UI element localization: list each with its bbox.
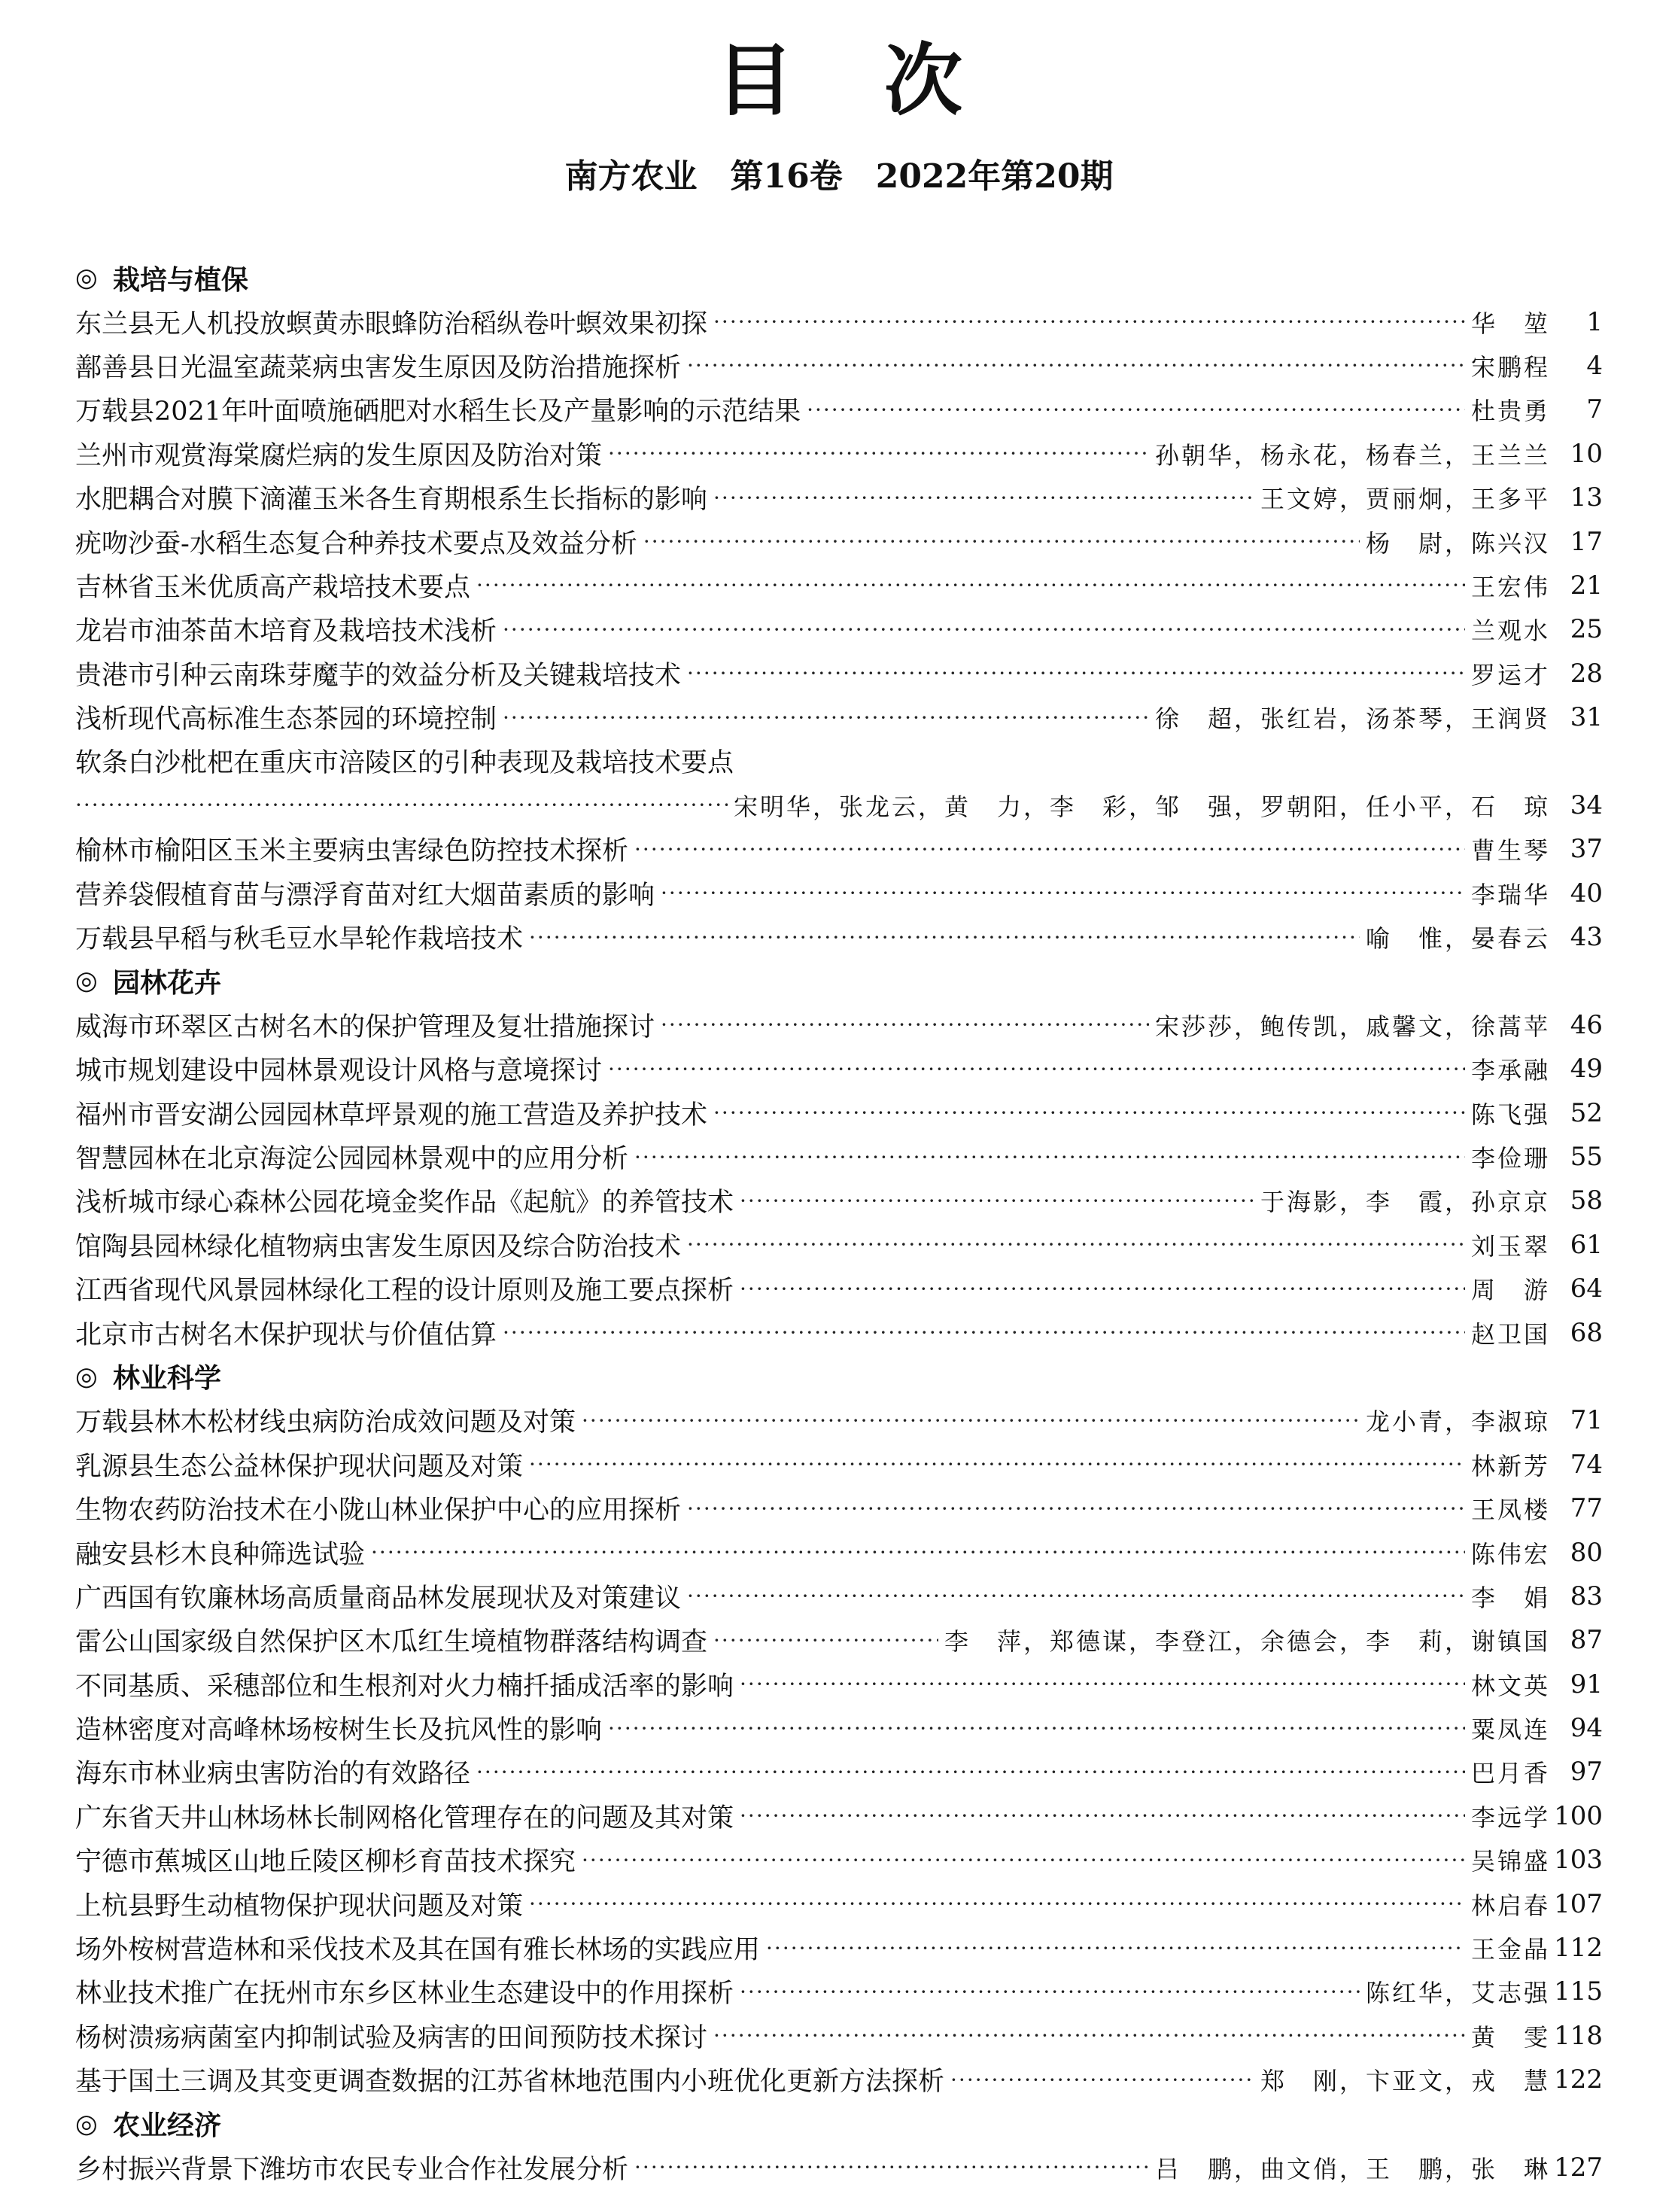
section-heading xyxy=(75,256,1603,300)
toc-entry xyxy=(75,1091,1603,1134)
dot-leader xyxy=(740,1979,1360,2004)
entry-authors: 李俭珊 xyxy=(1470,1144,1550,1173)
entry-authors: 林启春 xyxy=(1470,1891,1550,1920)
dot-leader xyxy=(529,925,1360,950)
entry-authors: 曹生琴 xyxy=(1470,836,1550,866)
entry-page-number: 40 xyxy=(1570,878,1603,908)
dot-leader xyxy=(529,1452,1465,1477)
dot-leader xyxy=(503,1320,1465,1345)
entry-authors: 郑 刚，卞亚文，戎 慧 xyxy=(1260,2067,1550,2096)
toc-entry xyxy=(75,2146,1603,2189)
entry-page-number: 112 xyxy=(1554,1933,1603,1964)
entry-title: 福州市晋安湖公园园林草坪景观的施工营造及养护技术 xyxy=(75,1100,708,1130)
toc-entry xyxy=(75,300,1603,343)
toc-entry xyxy=(75,1663,1603,1706)
entry-authors: 王宏伟 xyxy=(1470,572,1550,601)
entry-page-number: 83 xyxy=(1570,1581,1603,1611)
entry-page-number: 58 xyxy=(1570,1185,1603,1216)
entry-authors: 粟凤连 xyxy=(1470,1715,1550,1745)
entry-page-number: 1 xyxy=(1586,306,1603,337)
dot-leader xyxy=(661,1012,1149,1037)
entry-authors: 杜贵勇 xyxy=(1470,397,1550,426)
toc-entry-title-line xyxy=(75,739,1603,783)
toc-entry xyxy=(75,607,1603,651)
entry-title: 融安县杉木良种筛选试验 xyxy=(75,1539,366,1570)
entry-title: 场外桉树营造林和采伐技术及其在国有雅长林场的实践应用 xyxy=(75,1935,761,1966)
toc-entry xyxy=(75,519,1603,563)
entry-page-number: 97 xyxy=(1570,1757,1603,1788)
entry-page-number: 31 xyxy=(1570,702,1603,733)
entry-authors: 巴月香 xyxy=(1470,1759,1550,1788)
dot-leader xyxy=(687,1496,1465,1521)
entry-title: 威海市环翠区古树名木的保护管理及复壮措施探讨 xyxy=(75,1012,655,1042)
toc-entry xyxy=(75,1047,1603,1091)
entry-authors: 兰观水 xyxy=(1470,616,1550,646)
dot-leader xyxy=(661,881,1465,905)
toc-entry xyxy=(75,1443,1603,1486)
toc-entry xyxy=(75,1223,1603,1267)
entry-page-number: 87 xyxy=(1570,1625,1603,1656)
entry-page-number: 122 xyxy=(1554,2064,1603,2095)
entry-authors: 王凤楼 xyxy=(1470,1495,1550,1525)
entry-title: 广东省天井山林场林长制网格化管理存在的问题及其对策 xyxy=(75,1803,734,1833)
toc-entry xyxy=(75,1706,1603,1750)
entry-page-number: 115 xyxy=(1554,1976,1603,2007)
entry-title: 智慧园林在北京海淀公园园林景观中的应用分析 xyxy=(75,1144,629,1174)
entry-page-number: 21 xyxy=(1570,570,1603,601)
entry-page-number: 107 xyxy=(1554,1888,1603,1919)
entry-page-number: 43 xyxy=(1570,922,1603,953)
toc-entry xyxy=(75,1398,1603,1442)
dot-leader xyxy=(643,529,1360,554)
section-heading xyxy=(75,2101,1603,2145)
dot-leader xyxy=(713,2023,1465,2048)
toc-entry xyxy=(75,1926,1603,1970)
toc-entry xyxy=(75,871,1603,914)
entry-title: 万载县2021年叶面喷施硒肥对水稻生长及产量影响的示范结果 xyxy=(75,397,801,427)
dot-leader xyxy=(713,485,1254,510)
entry-authors: 宋明华，张龙云，黄 力，李 彩，邹 强，罗朝阳，任小平，石 琼 xyxy=(733,792,1550,821)
section-title: 农业经济 xyxy=(113,2110,222,2142)
entry-title: 雷公山国家级自然保护区木瓜红生境植物群落结构调查 xyxy=(75,1627,708,1658)
entry-title: 海东市林业病虫害防治的有效路径 xyxy=(75,1759,471,1790)
entry-title: 城市规划建设中园林景观设计风格与意境探讨 xyxy=(75,1056,603,1087)
entry-page-number: 74 xyxy=(1570,1449,1603,1480)
entry-authors: 赵卫国 xyxy=(1470,1319,1550,1349)
entry-title: 万载县林木松材线虫病防治成效问题及对策 xyxy=(75,1407,576,1438)
entry-authors: 黄 雯 xyxy=(1470,2022,1550,2052)
entry-title: 上杭县野生动植物保护现状问题及对策 xyxy=(75,1891,524,1921)
entry-authors: 龙小青，李淑琼 xyxy=(1365,1407,1550,1437)
entry-title: 疣吻沙蚕-水稻生态复合种养技术要点及效益分析 xyxy=(75,528,637,559)
toc-entry xyxy=(75,1486,1603,1530)
toc-entry xyxy=(75,2014,1603,2058)
entry-page-number: 4 xyxy=(1586,350,1603,381)
entry-page-number: 28 xyxy=(1570,658,1603,689)
entry-title: 万载县早稻与秋毛豆水旱轮作栽培技术 xyxy=(75,924,524,955)
section-bullet-icon: ◎ xyxy=(75,966,98,996)
toc-entry xyxy=(75,1003,1603,1047)
toc-entry xyxy=(75,827,1603,871)
dot-leader xyxy=(634,2155,1149,2180)
toc-entry xyxy=(75,432,1603,476)
toc-entry xyxy=(75,1530,1603,1574)
dot-leader xyxy=(634,837,1465,862)
toc-entry xyxy=(75,1838,1603,1882)
dot-leader xyxy=(476,1760,1465,1785)
dot-leader xyxy=(687,661,1465,686)
dot-leader xyxy=(807,397,1465,422)
entry-authors: 李承融 xyxy=(1470,1056,1550,1085)
dot-leader xyxy=(687,1232,1465,1257)
section-bullet-icon: ◎ xyxy=(75,2108,98,2139)
entry-title: 江西省现代风景园林绿化工程的设计原则及施工要点探析 xyxy=(75,1276,734,1307)
entry-page-number: 46 xyxy=(1570,1009,1603,1040)
entry-authors: 罗运才 xyxy=(1470,660,1550,689)
entry-page-number: 10 xyxy=(1570,438,1603,469)
table-of-contents xyxy=(75,256,1603,2189)
dot-leader xyxy=(608,441,1149,466)
entry-title: 水肥耦合对膜下滴灌玉米各生育期根系生长指标的影响 xyxy=(75,485,708,516)
entry-page-number: 25 xyxy=(1570,614,1603,645)
entry-title: 北京市古树名木保护现状与价值估算 xyxy=(75,1319,497,1350)
entry-authors: 王文婷，贾丽炯，王多平 xyxy=(1260,485,1550,514)
dot-leader xyxy=(608,1716,1465,1741)
entry-page-number: 49 xyxy=(1570,1054,1603,1085)
entry-title: 营养袋假植育苗与漂浮育苗对红大烟苗素质的影响 xyxy=(75,880,655,911)
entry-authors: 吕 鹏，曲文俏，王 鹏，张 琳 xyxy=(1154,2154,1550,2183)
entry-page-number: 100 xyxy=(1554,1800,1603,1831)
entry-page-number: 103 xyxy=(1554,1845,1603,1876)
entry-authors: 吴锦盛 xyxy=(1470,1847,1550,1876)
entry-title: 软条白沙枇杷在重庆市涪陵区的引种表现及栽培技术要点 xyxy=(75,748,734,779)
toc-entry xyxy=(75,344,1603,388)
entry-page-number: 80 xyxy=(1570,1537,1603,1568)
entry-page-number: 94 xyxy=(1570,1713,1603,1744)
page-title: 目次 xyxy=(715,35,1053,126)
entry-title: 乳源县生态公益林保护现状问题及对策 xyxy=(75,1451,524,1482)
dot-leader xyxy=(950,2067,1254,2092)
section-heading xyxy=(75,959,1603,1003)
toc-entry xyxy=(75,1135,1603,1179)
toc-entry xyxy=(75,388,1603,431)
toc-entry xyxy=(75,1267,1603,1310)
entry-page-number: 34 xyxy=(1570,790,1603,820)
entry-title: 不同基质、采穗部位和生根剂对火力楠扦插成活率的影响 xyxy=(75,1671,734,1702)
dot-leader xyxy=(740,1188,1254,1213)
entry-authors: 陈伟宏 xyxy=(1470,1539,1550,1568)
entry-title: 浅析现代高标准生态茶园的环境控制 xyxy=(75,704,497,735)
entry-authors: 李 萍，郑德谋，李登江，余德会，李 莉，谢镇国 xyxy=(944,1627,1550,1657)
toc-entry xyxy=(75,1970,1603,2013)
entry-authors: 陈飞强 xyxy=(1470,1100,1550,1129)
entry-page-number: 68 xyxy=(1570,1317,1603,1348)
entry-page-number: 64 xyxy=(1570,1273,1603,1304)
entry-title: 基于国土三调及其变更调查数据的江苏省林地范围内小班优化更新方法探析 xyxy=(75,2067,945,2098)
entry-title: 宁德市蕉城区山地丘陵区柳杉育苗技术探究 xyxy=(75,1847,576,1878)
entry-title: 东兰县无人机投放螟黄赤眼蜂防治稻纵卷叶螟效果初探 xyxy=(75,309,708,339)
entry-authors: 王金晶 xyxy=(1470,1935,1550,1964)
section-bullet-icon: ◎ xyxy=(75,263,98,294)
entry-page-number: 17 xyxy=(1570,526,1603,557)
entry-title: 馆陶县园林绿化植物病虫害发生原因及综合防治技术 xyxy=(75,1231,682,1262)
dot-leader xyxy=(371,1540,1465,1565)
entry-title: 榆林市榆阳区玉米主要病虫害绿色防控技术探析 xyxy=(75,836,629,867)
dot-leader xyxy=(740,1803,1465,1828)
entry-title: 浅析城市绿心森林公园花境金奖作品《起航》的养管技术 xyxy=(75,1188,734,1219)
entry-title: 吉林省玉米优质高产栽培技术要点 xyxy=(75,572,471,603)
toc-entry xyxy=(75,1794,1603,1838)
section-title: 园林花卉 xyxy=(113,967,222,999)
dot-leader xyxy=(740,1672,1465,1696)
toc-entry xyxy=(75,915,1603,959)
entry-authors: 李远学 xyxy=(1470,1803,1550,1832)
entry-page-number: 77 xyxy=(1570,1493,1603,1524)
entry-title: 鄯善县日光温室蔬菜病虫害发生原因及防治措施探析 xyxy=(75,352,682,383)
toc-entry xyxy=(75,564,1603,607)
entry-title: 龙岩市油茶苗木培育及栽培技术浅析 xyxy=(75,616,497,647)
toc-entry xyxy=(75,476,1603,519)
toc-entry xyxy=(75,652,1603,695)
dot-leader xyxy=(634,1145,1465,1170)
dot-leader xyxy=(713,1628,938,1653)
entry-title: 杨树溃疡病菌室内抑制试验及病害的田间预防技术探讨 xyxy=(75,2022,708,2053)
entry-page-number: 55 xyxy=(1570,1142,1603,1172)
dot-leader xyxy=(529,1891,1465,1916)
entry-page-number: 91 xyxy=(1570,1669,1603,1699)
section-title: 栽培与植保 xyxy=(113,264,249,296)
dot-leader xyxy=(687,1584,1465,1608)
toc-entry xyxy=(75,1618,1603,1662)
entry-authors: 宋鹏程 xyxy=(1470,352,1550,382)
toc-entry xyxy=(75,1750,1603,1794)
entry-page-number: 37 xyxy=(1570,834,1603,865)
entry-authors: 陈红华，艾志强 xyxy=(1365,1979,1550,2008)
toc-entry xyxy=(75,2058,1603,2101)
dot-leader xyxy=(687,353,1465,378)
section-heading xyxy=(75,1355,1603,1398)
section-title: 林业科学 xyxy=(113,1363,222,1395)
dot-leader xyxy=(740,1276,1465,1301)
entry-authors: 李 娟 xyxy=(1470,1583,1550,1612)
entry-authors: 林文英 xyxy=(1470,1671,1550,1700)
entry-authors: 杨 尉，陈兴汉 xyxy=(1365,528,1550,558)
entry-authors: 孙朝华，杨永花，杨春兰，王兰兰 xyxy=(1154,440,1550,470)
dot-leader xyxy=(75,793,728,817)
toc-entry xyxy=(75,1882,1603,1925)
dot-leader xyxy=(713,309,1465,334)
dot-leader xyxy=(582,1408,1360,1433)
toc-entry xyxy=(75,783,1603,827)
entry-title: 贵港市引种云南珠芽魔芋的效益分析及关键栽培技术 xyxy=(75,660,682,691)
dot-leader xyxy=(608,1057,1465,1082)
entry-title: 兰州市观赏海棠腐烂病的发生原因及防治对策 xyxy=(75,440,603,471)
entry-title: 广西国有钦廉林场高质量商品林发展现状及对策建议 xyxy=(75,1583,682,1614)
entry-page-number: 127 xyxy=(1554,2152,1603,2183)
dot-leader xyxy=(582,1848,1465,1873)
entry-title: 造林密度对高峰林场桉树生长及抗风性的影响 xyxy=(75,1715,603,1746)
dot-leader xyxy=(503,617,1465,642)
toc-entry xyxy=(75,1179,1603,1222)
entry-authors: 喻 惟，晏春云 xyxy=(1365,924,1550,954)
entry-authors: 徐 超，张红岩，汤茶琴，王润贤 xyxy=(1154,704,1550,734)
section-bullet-icon: ◎ xyxy=(75,1361,98,1392)
dot-leader xyxy=(503,705,1149,730)
entry-title: 乡村振兴背景下潍坊市农民专业合作社发展分析 xyxy=(75,2154,629,2185)
entry-authors: 宋莎莎，鲍传凯，戚馨文，徐蒿苹 xyxy=(1154,1012,1550,1041)
entry-title: 生物农药防治技术在小陇山林业保护中心的应用探析 xyxy=(75,1495,682,1526)
entry-authors: 华 堃 xyxy=(1470,309,1550,338)
dot-leader xyxy=(766,1936,1465,1961)
entry-page-number: 71 xyxy=(1570,1405,1603,1436)
entry-page-number: 61 xyxy=(1570,1229,1603,1260)
dot-leader xyxy=(476,573,1465,598)
toc-entry xyxy=(75,1310,1603,1354)
entry-authors: 林新芳 xyxy=(1470,1451,1550,1480)
toc-entry xyxy=(75,695,1603,739)
entry-title: 林业技术推广在抚州市东乡区林业生态建设中的作用探析 xyxy=(75,1979,734,2010)
toc-entry xyxy=(75,1575,1603,1618)
entry-page-number: 52 xyxy=(1570,1097,1603,1128)
entry-page-number: 118 xyxy=(1554,2020,1603,2051)
entry-page-number: 7 xyxy=(1586,394,1603,425)
entry-page-number: 13 xyxy=(1570,482,1603,513)
entry-authors: 刘玉翠 xyxy=(1470,1231,1550,1261)
dot-leader xyxy=(713,1100,1465,1125)
entry-authors: 李瑞华 xyxy=(1470,880,1550,909)
entry-authors: 周 游 xyxy=(1470,1276,1550,1305)
journal-issue-line: 南方农业 第16卷 2022年第20期 xyxy=(564,157,1114,196)
entry-authors: 于海影，李 霞，孙京京 xyxy=(1260,1188,1550,1217)
